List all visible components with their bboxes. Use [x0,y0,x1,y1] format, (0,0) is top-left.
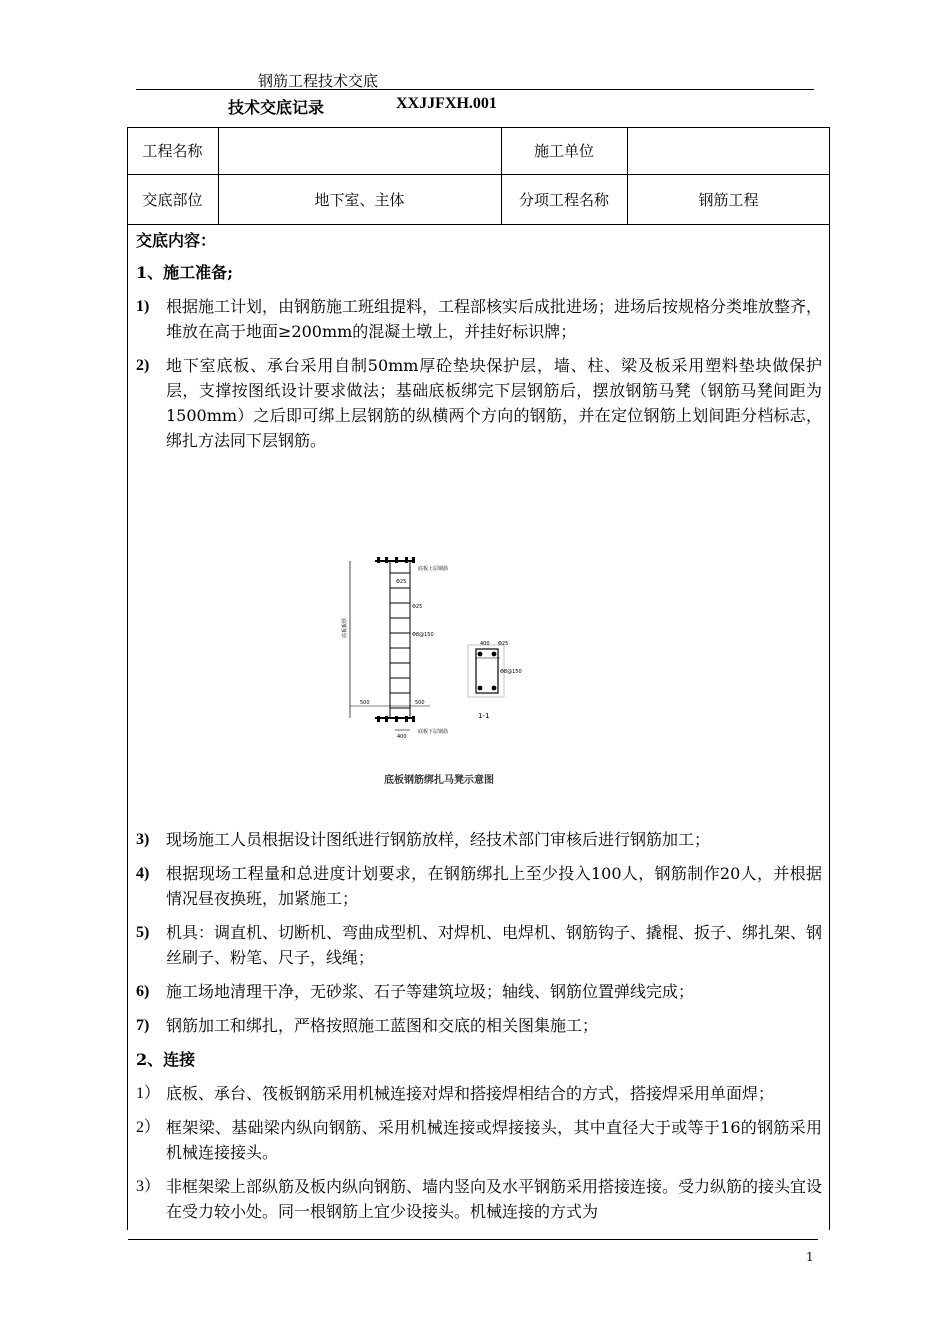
d25-label: Φ25 [412,604,423,610]
list-item [136,353,822,453]
ring-label: Φ8@150 [412,632,434,638]
section-label: 1-1 [478,712,490,720]
section-bar-dot [478,686,483,691]
dim-400b: 400 [480,641,490,647]
items-group-a [136,294,822,453]
table-row-divider [127,224,830,225]
location-label: 交底部位 [142,190,203,209]
item-text: 非框架梁上部纵筋及板内纵向钢筋、墙内竖向及水平钢筋采用搭接连接。受力纵筋的接头宜设在受力较小处。同一根钢筋上宜少设接头。机械连接的方式为 [166,1177,823,1221]
item-number: 3) [136,831,150,848]
project-name-value [218,127,501,174]
bottom-bar-tick [377,716,380,722]
list-item [136,1013,822,1038]
top-bar-tick [395,557,398,563]
item-text: 根据现场工程量和总进度计划要求，在钢筋绑扎上至少投入100人，钢筋制作20人，并根据情况昼夜换班，加紧施工； [166,864,822,908]
section-1-title: 1、施工准备; [136,263,234,282]
bottom-bar-tick [412,716,415,722]
list-item [136,1081,822,1106]
contractor-label: 施工单位 [533,142,594,160]
section-outline [468,645,504,697]
items-group-c [136,1081,822,1224]
top-bar-tick [377,557,380,563]
bottom-bar-label: 底板下层钢筋 [418,729,449,735]
header-doc-title: 钢筋工程技术交底 [258,72,379,90]
section-2-title: 2、连接 [136,1050,196,1069]
items-group-b [136,827,822,1038]
sub-project-label: 分项工程名称 [518,190,609,209]
dim-400: 400 [397,734,407,740]
bottom-bar-tick [395,716,398,722]
item-number: 5) [136,924,150,941]
footer-rule [128,1239,818,1240]
item-text: 框架梁、基础梁内纵向钢筋、采用机械连接或焊接接头，其中直径大于或等于16的钢筋采用机械连接接头。 [166,1118,822,1162]
item-text: 机具：调直机、切断机、弯曲成型机、对焊机、电焊机、钢筋钩子、撬棍、扳子、绑扎架、钢丝刷子、粉笔、尺子，线绳； [166,923,823,967]
item-number: 6) [136,983,150,1000]
section-bar-dot [478,652,483,657]
item-number: 2） [136,1119,161,1136]
rebar-chair-diagram [330,548,530,798]
item-text: 地下室底板、承台采用自制50mm厚砼垫块保护层，墙、柱、梁及板采用塑料垫块做保护层，支撑按图纸设计要求做法；基础底板绑完下层钢筋后，摆放钢筋马凳（钢筋马凳间距为1500mm）之后即可绑上层钢筋的纵横两个方向的钢筋，并在定位钢筋上划间距分档标志，绑扎方法同下层钢筋。 [166,356,822,450]
item-text: 现场施工人员根据设计图纸进行钢筋放样，经技术部门审核后进行钢筋加工； [166,830,711,849]
d25c-label: Φ25 [498,641,509,647]
sub-project-value: 钢筋工程 [698,190,759,209]
item-text: 底板、承台、筏板钢筋采用机械连接对焊和搭接焊相结合的方式，搭接焊采用单面焊； [166,1084,775,1103]
location-value: 地下室、主体 [314,190,405,209]
record-code: XXJJFXH.001 [396,95,497,112]
item-text: 钢筋加工和绑扎，严格按照施工蓝图和交底的相关图集施工； [166,1016,599,1035]
record-title: 技术交底记录 [228,98,325,117]
contractor-value [627,127,830,174]
dim-500b: 500 [415,700,425,706]
bottom-bar-tick [385,716,388,722]
list-item [136,1115,822,1165]
top-bar-label: 底板上层钢筋 [418,566,449,572]
bottom-bar-tick [405,716,408,722]
page-number: 1 [806,1250,814,1264]
item-text: 根据施工计划，由钢筋施工班组提料，工程部核实后成批进场；进场后按规格分类堆放整齐，堆放在高于地面≥200mm的混凝土墩上，并挂好标识牌； [166,297,823,341]
list-item [136,920,822,970]
top-bar-tick [412,557,415,563]
content-intro: 交底内容： [136,231,217,250]
top-bar-tick [405,557,408,563]
ring2-label: Φ8@150 [500,669,522,675]
list-item [136,1174,822,1224]
item-number: 3） [136,1178,161,1195]
list-item [136,294,822,344]
list-item [136,979,822,1004]
item-number: 1） [136,1085,161,1102]
section-bar-dot [492,652,497,657]
item-number: 2) [136,357,150,374]
dim-500a: 500 [360,700,370,706]
list-item [136,827,822,852]
d25-label: Φ25 [396,579,407,585]
figure-caption: 底板钢筋绑扎马凳示意图 [384,775,494,786]
top-bar-tick [385,557,388,563]
section-bar-dot [492,686,497,691]
item-text: 施工场地清理干净，无砂浆、石子等建筑垃圾；轴线、钢筋位置弹线完成； [166,982,695,1001]
slab-thickness-label: 底板板厚 [342,617,348,638]
item-number: 7) [136,1017,150,1034]
list-item [136,861,822,911]
item-number: 4) [136,865,150,882]
project-name-label: 工程名称 [142,142,203,160]
item-number: 1) [136,298,150,315]
header-rule [136,89,814,90]
